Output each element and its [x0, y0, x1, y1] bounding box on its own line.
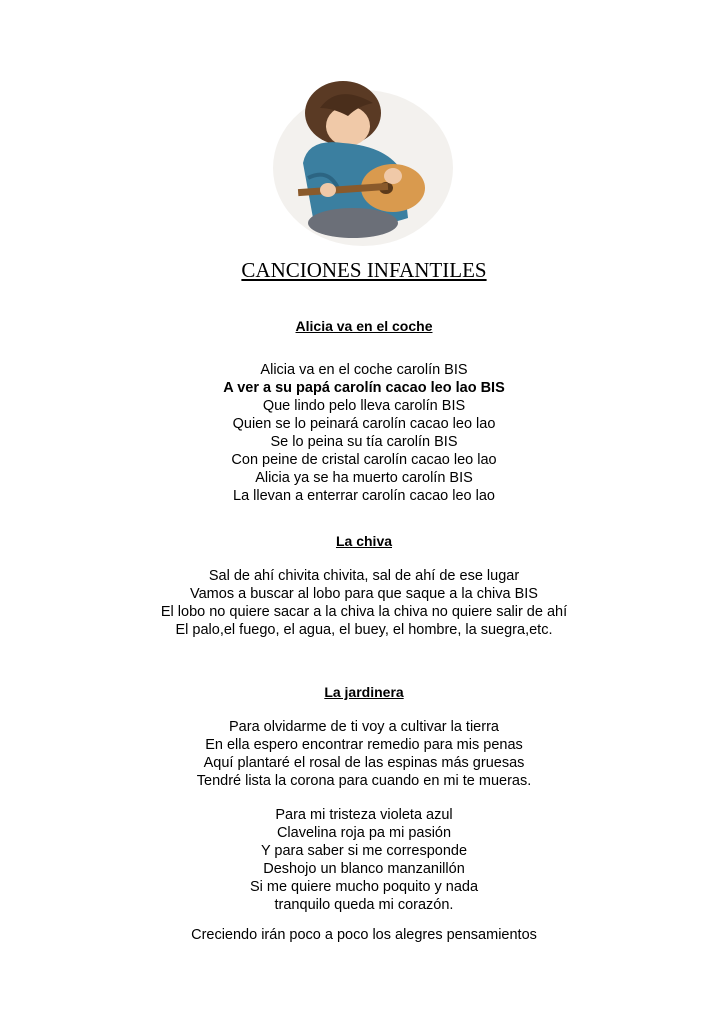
song-title: La jardinera — [324, 684, 404, 700]
lyric-line: Alicia va en el coche carolín BIS — [260, 362, 468, 378]
child-playing-guitar-icon — [268, 68, 458, 248]
page-title: CANCIONES INFANTILES — [241, 258, 487, 282]
lyric-line: Se lo peina su tía carolín BIS — [270, 434, 458, 450]
lyric-line: Creciendo irán poco a poco los alegres pensamientos — [191, 927, 537, 943]
lyric-line: Deshojo un blanco manzanillón — [263, 861, 465, 877]
lyric-line: Quien se lo peinará carolín cacao leo lao — [232, 416, 496, 432]
lyric-line: Vamos a buscar al lobo para que saque a la chiva BIS — [190, 586, 538, 602]
lyric-line: Si me quiere mucho poquito y nada — [249, 879, 479, 895]
lyric-line: A ver a su papá carolín cacao leo lao BIS — [223, 380, 505, 396]
lyric-line: Y para saber si me corresponde — [260, 843, 468, 859]
lyric-line: Que lindo pelo lleva carolín BIS — [262, 398, 466, 414]
lyric-line: Alicia ya se ha muerto carolín BIS — [255, 470, 473, 486]
song-title: La chiva — [335, 533, 393, 549]
lyric-line: En ella espero encontrar remedio para mis penas — [205, 737, 523, 753]
lyric-line: Sal de ahí chivita chivita, sal de ahí de ese lugar — [208, 568, 520, 584]
lyric-line: El palo,el fuego, el agua, el buey, el hombre, la suegra,etc. — [175, 622, 553, 638]
lyric-line: Para olvidarme de ti voy a cultivar la tierra — [229, 719, 499, 735]
lyric-line: El lobo no quiere sacar a la chiva la chiva no quiere salir de ahí — [160, 604, 568, 620]
song-title: Alicia va en el coche — [295, 318, 433, 334]
lyric-line: Para mi tristeza violeta azul — [275, 807, 453, 823]
lyric-line: Con peine de cristal carolín cacao leo lao — [231, 452, 497, 468]
lyric-line: Aquí plantaré el rosal de las espinas más gruesas — [203, 755, 525, 771]
lyric-line: La llevan a enterrar carolín cacao leo lao — [233, 488, 495, 504]
lyric-line: Tendré lista la corona para cuando en mi te mueras. — [196, 773, 532, 789]
lyric-line: tranquilo queda mi corazón. — [274, 897, 454, 913]
lyric-line: Clavelina roja pa mi pasión — [276, 825, 452, 841]
